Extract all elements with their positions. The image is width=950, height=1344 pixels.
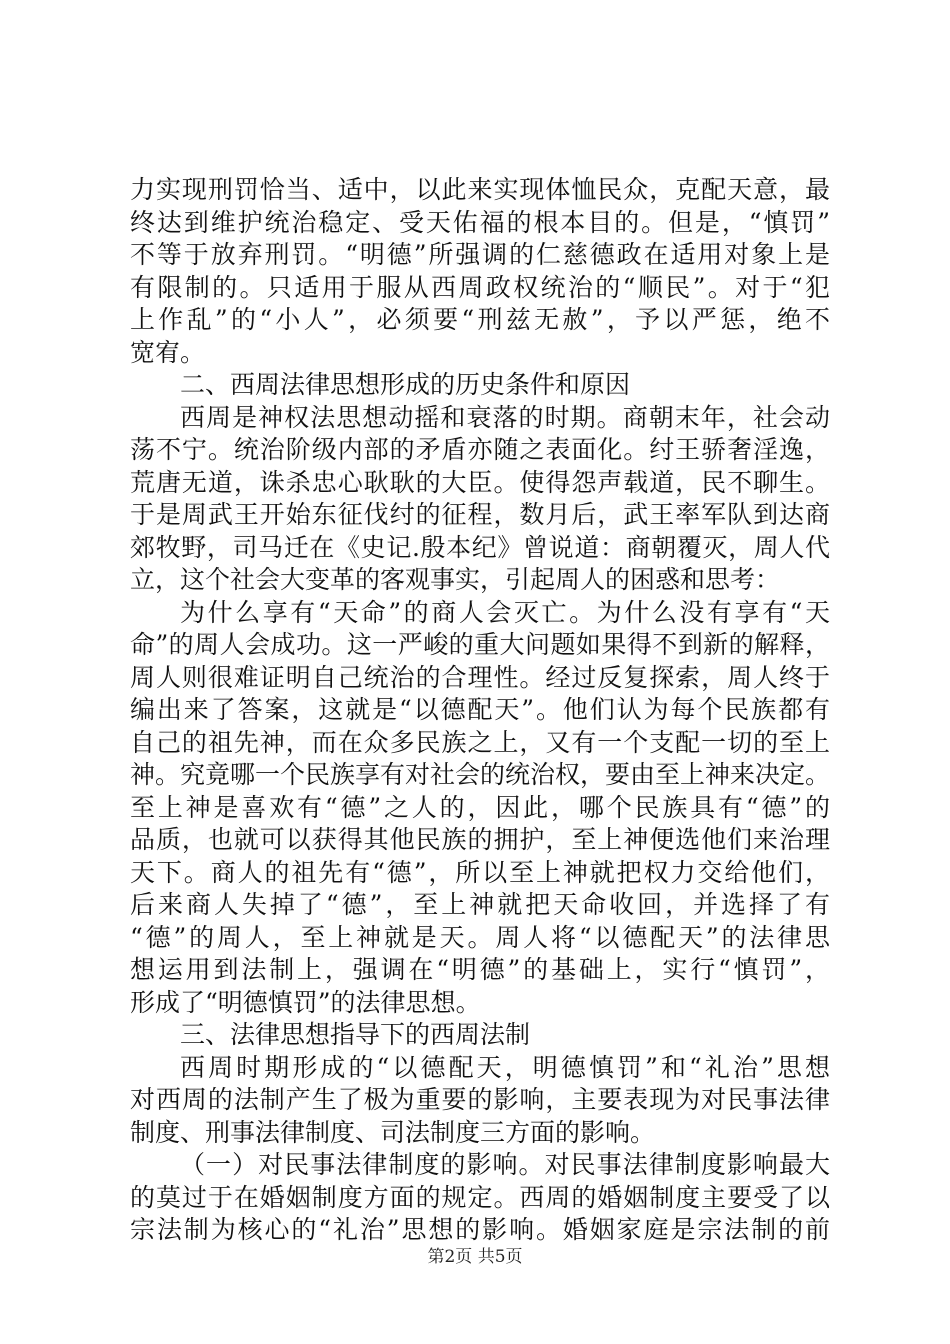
text-line: （一）对民事法律制度的影响。对民事法律制度影响最大 bbox=[180, 1150, 830, 1179]
text-line: 宽宥。 bbox=[130, 337, 206, 367]
text-line: 命”的周人会成功。这一严峻的重大问题如果得不到新的解释， bbox=[130, 630, 830, 659]
page-footer: 第2页 共5页 bbox=[427, 1247, 523, 1267]
text-line: 力实现刑罚恰当、适中，以此来实现体恤民众，克配天意，最 bbox=[130, 175, 830, 204]
text-line: 的莫过于在婚姻制度方面的规定。西周的婚姻制度主要受了以 bbox=[130, 1182, 830, 1212]
text-line: 后来商人失掉了“德”，至上神就把天命收回，并选择了有 bbox=[130, 890, 830, 919]
text-line: 为什么享有“天命”的商人会灭亡。为什么没有享有“天 bbox=[180, 597, 830, 627]
text-line: 终达到维护统治稳定、受天佑福的根本目的。但是，“慎罚” bbox=[130, 207, 830, 237]
text-line: 有限制的。只适用于服从西周政权统治的“顺民”。对于“犯 bbox=[130, 272, 830, 302]
text-line: 宗法制为核心的“礼治”思想的影响。婚姻家庭是宗法制的前 bbox=[130, 1215, 830, 1244]
text-line: 天下。商人的祖先有“德”，所以至上神就把权力交给他们， bbox=[130, 857, 830, 887]
body-text bbox=[130, 174, 830, 1247]
text-line: 周人则很难证明自己统治的合理性。经过反复探索，周人终于 bbox=[130, 662, 830, 692]
text-line: 编出来了答案，这就是“以德配天”。他们认为每个民族都有 bbox=[130, 695, 830, 724]
section-heading: 三、法律思想指导下的西周法制 bbox=[180, 1020, 531, 1049]
text-line: 荡不宁。统治阶级内部的矛盾亦随之表面化。纣王骄奢淫逸， bbox=[130, 435, 830, 464]
text-line: 西周是神权法思想动摇和衰落的时期。商朝末年，社会动 bbox=[180, 402, 830, 432]
text-line: 上作乱”的“小人”，必须要“刑兹无赦”，予以严惩，绝不 bbox=[130, 305, 830, 334]
section-heading: 二、西周法律思想形成的历史条件和原因 bbox=[180, 370, 631, 399]
text-line: 西周时期形成的“以德配天，明德慎罚”和“礼治”思想 bbox=[180, 1052, 830, 1082]
text-line: 想运用到法制上，强调在“明德”的基础上，实行“慎罚”， bbox=[130, 955, 830, 984]
text-line: 对西周的法制产生了极为重要的影响，主要表现为对民事法律 bbox=[130, 1085, 830, 1114]
text-line: “德”的周人，至上神就是天。周人将“以德配天”的法律思 bbox=[130, 922, 830, 952]
text-line: 荒唐无道，诛杀忠心耿耿的大臣。使得怨声载道，民不聊生。 bbox=[130, 467, 830, 497]
text-line: 于是周武王开始东征伐纣的征程，数月后，武王率军队到达商 bbox=[130, 500, 830, 529]
text-line: 不等于放弃刑罚。“明德”所强调的仁慈德政在适用对象上是 bbox=[130, 240, 830, 269]
text-line: 自己的祖先神，而在众多民族之上，又有一个支配一切的至上 bbox=[130, 727, 830, 757]
text-line: 立，这个社会大变革的客观事实，引起周人的困惑和思考： bbox=[130, 565, 781, 594]
text-line: 品质，也就可以获得其他民族的拥护，至上神便选他们来治理 bbox=[130, 825, 830, 854]
text-line: 至上神是喜欢有“德”之人的，因此，哪个民族具有“德”的 bbox=[130, 792, 830, 822]
text-line: 制度、刑事法律制度、司法制度三方面的影响。 bbox=[130, 1117, 656, 1147]
text-line: 郊牧野，司马迁在《史记.殷本纪》曾说道：商朝覆灭，周人代 bbox=[130, 532, 830, 562]
text-line: 形成了“明德慎罚”的法律思想。 bbox=[130, 987, 481, 1017]
text-line: 神。究竟哪一个民族享有对社会的统治权，要由至上神来决定。 bbox=[130, 760, 830, 789]
